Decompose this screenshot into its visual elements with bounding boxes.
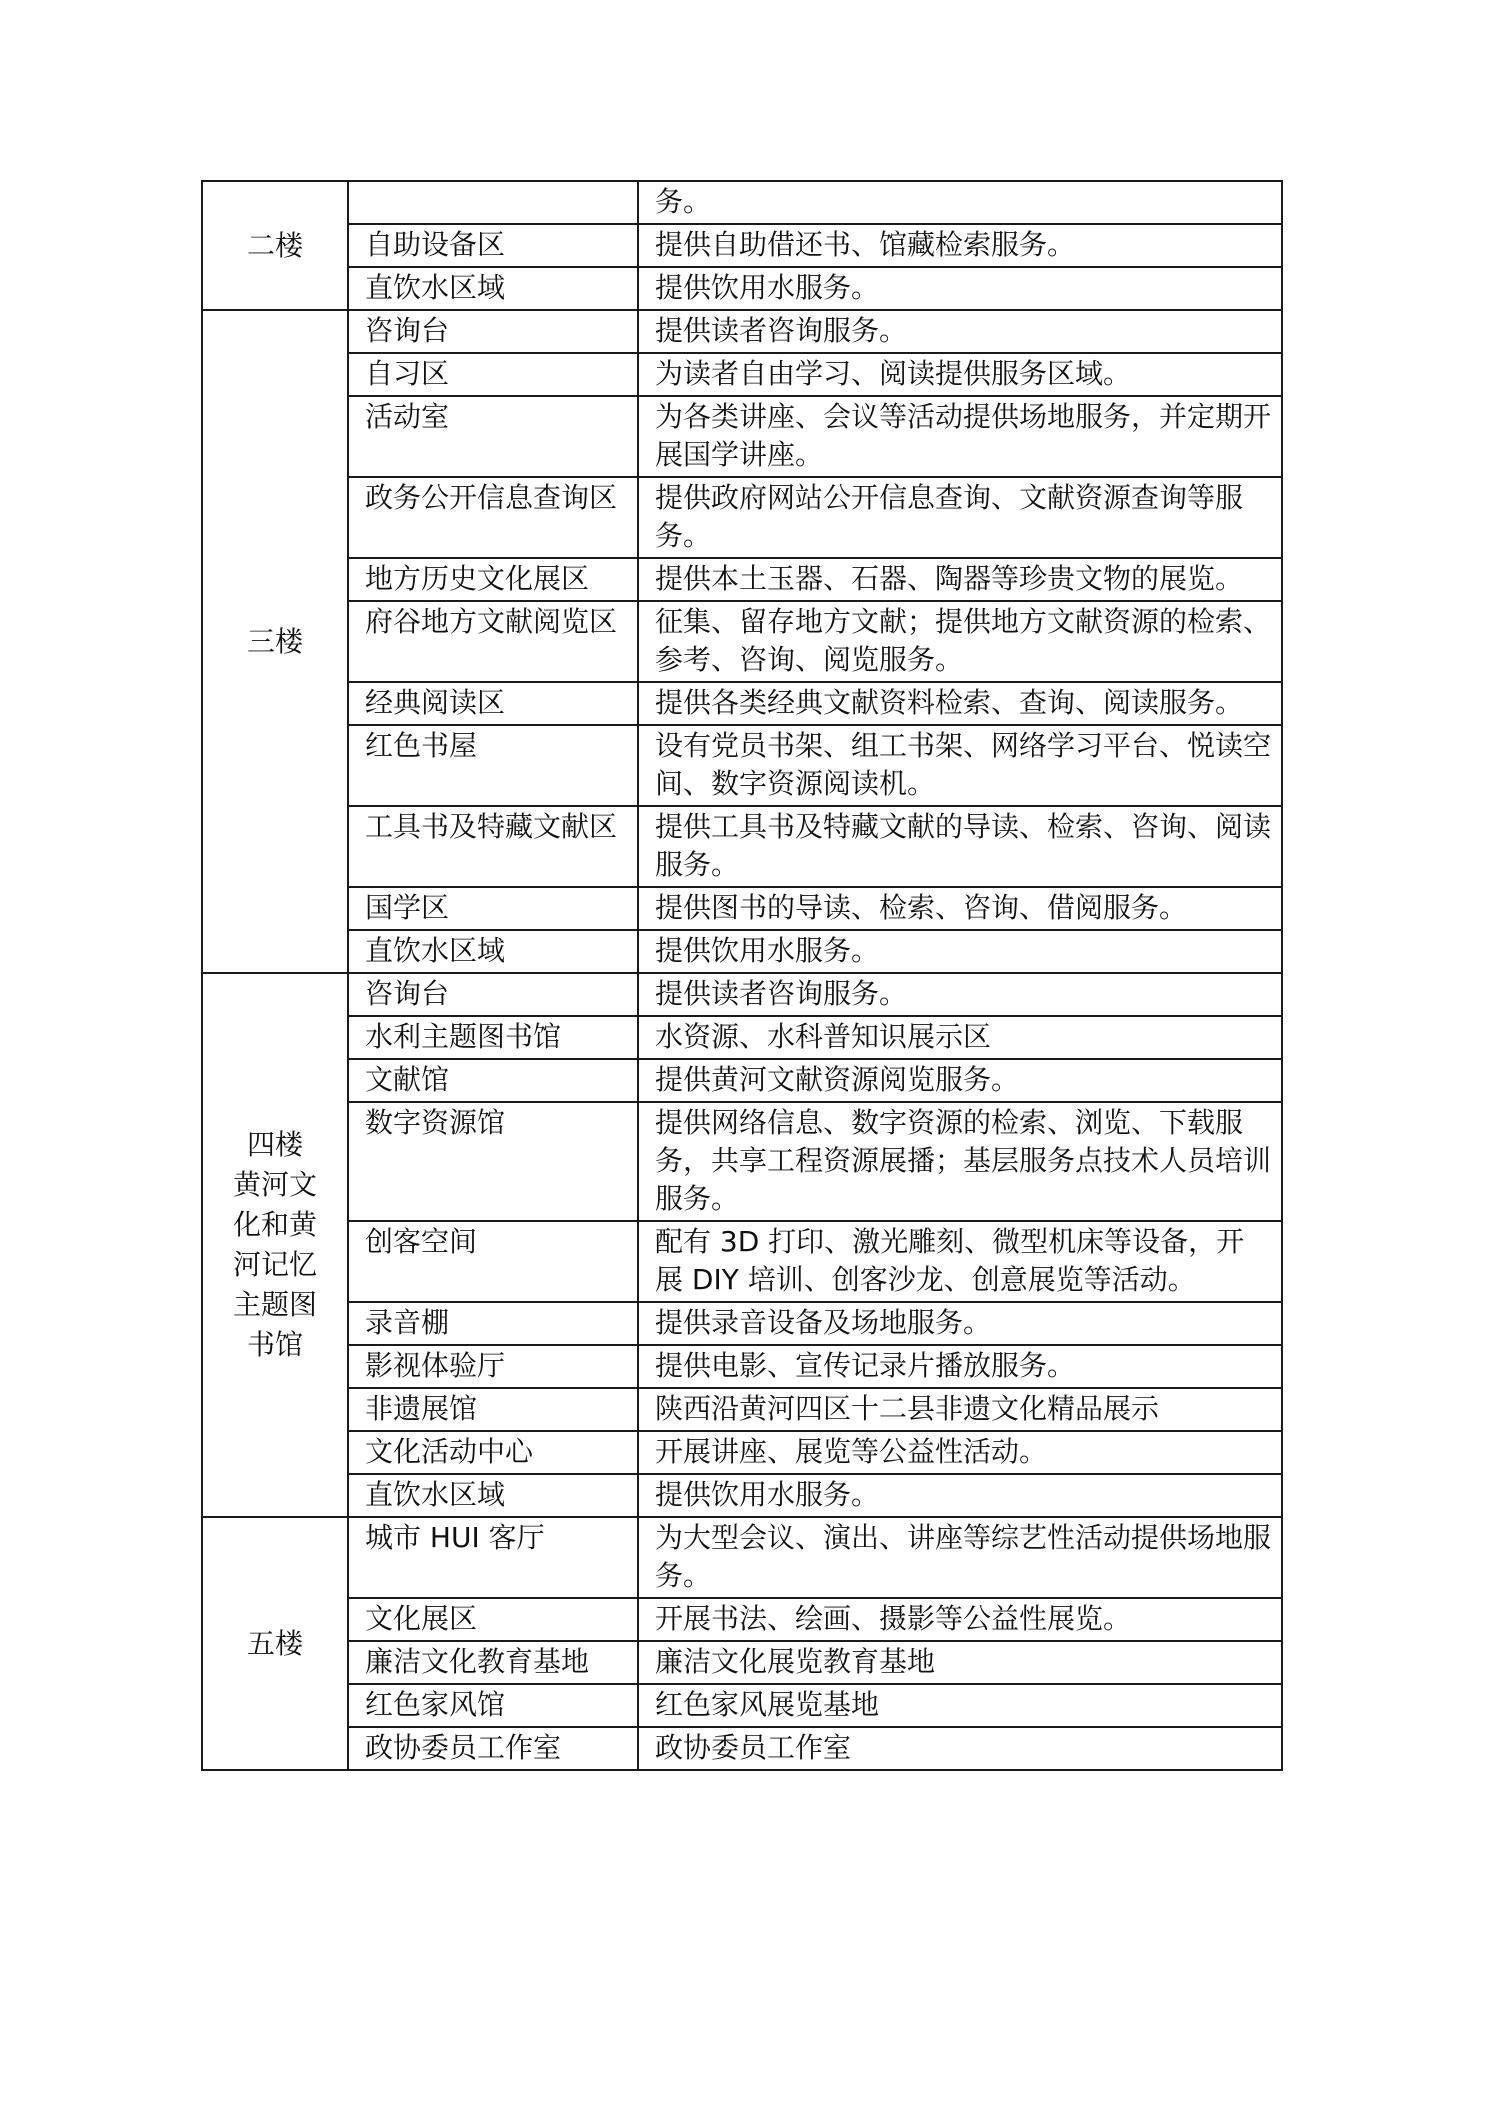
- table-row: [202, 1102, 1282, 1221]
- floor-label-line: 二楼: [246, 228, 303, 262]
- service-description-cell: 提供黄河文献资源阅览服务。: [638, 1059, 1282, 1102]
- area-name-cell: 自助设备区: [348, 224, 638, 267]
- service-description-cell: 开展讲座、展览等公益性活动。: [638, 1431, 1282, 1474]
- table-row: [202, 1345, 1282, 1388]
- service-description-cell: 提供录音设备及场地服务。: [638, 1302, 1282, 1345]
- service-description-cell: 为读者自由学习、阅读提供服务区域。: [638, 353, 1282, 396]
- table-row: [202, 725, 1282, 806]
- floor-label-line: 黄河文: [232, 1168, 317, 1201]
- service-description-cell: 配有 3D 打印、激光雕刻、微型机床等设备，开展 DIY 培训、创客沙龙、创意展览等活动。: [638, 1221, 1282, 1302]
- floor-label-line: 书馆: [246, 1328, 303, 1361]
- service-description-cell: 设有党员书架、组工书架、网络学习平台、悦读空间、数字资源阅读机。: [638, 725, 1282, 806]
- area-name-cell: 咨询台: [348, 310, 638, 353]
- area-name-cell: 活动室: [348, 396, 638, 477]
- service-description-cell: 政协委员工作室: [638, 1727, 1282, 1770]
- area-name-cell: 影视体验厅: [348, 1345, 638, 1388]
- table-row: [202, 973, 1282, 1016]
- table-row: [202, 1302, 1282, 1345]
- floor-label-line: 五楼: [246, 1626, 303, 1660]
- service-description-cell: 开展书法、绘画、摄影等公益性展览。: [638, 1598, 1282, 1641]
- area-name-cell: 文化展区: [348, 1598, 638, 1641]
- area-name-cell: 创客空间: [348, 1221, 638, 1302]
- floor-label-line: 三楼: [246, 624, 303, 658]
- table-row: [202, 1016, 1282, 1059]
- table-row: [202, 930, 1282, 973]
- area-name-cell: 城市 HUI 客厅: [348, 1517, 638, 1598]
- service-description-cell: 红色家风展览基地: [638, 1684, 1282, 1727]
- service-description-cell: 提供网络信息、数字资源的检索、浏览、下载服务，共享工程资源展播；基层服务点技术人员培训服务。: [638, 1102, 1282, 1221]
- area-name-cell: 工具书及特藏文献区: [348, 806, 638, 887]
- table-row: [202, 601, 1282, 682]
- service-description-cell: 提供各类经典文献资料检索、查询、阅读服务。: [638, 682, 1282, 725]
- service-description-cell: 提供电影、宣传记录片播放服务。: [638, 1345, 1282, 1388]
- area-name-cell: [348, 181, 638, 224]
- table-row: [202, 267, 1282, 310]
- area-name-cell: 经典阅读区: [348, 682, 638, 725]
- service-description-cell: 提供读者咨询服务。: [638, 973, 1282, 1016]
- table-row: [202, 224, 1282, 267]
- library-floor-services-table: [201, 180, 1283, 1771]
- floor-cell: [202, 1517, 348, 1770]
- table-body: [202, 181, 1282, 1770]
- service-description-cell: 提供读者咨询服务。: [638, 310, 1282, 353]
- service-description-cell: 为各类讲座、会议等活动提供场地服务，并定期开展国学讲座。: [638, 396, 1282, 477]
- area-name-cell: 咨询台: [348, 973, 638, 1016]
- table-row: [202, 1221, 1282, 1302]
- floor-cell: [202, 310, 348, 973]
- table-row: [202, 887, 1282, 930]
- floor-label-line: 河记忆: [232, 1248, 317, 1281]
- area-name-cell: 红色家风馆: [348, 1684, 638, 1727]
- area-name-cell: 直饮水区域: [348, 267, 638, 310]
- area-name-cell: 政协委员工作室: [348, 1727, 638, 1770]
- service-description-cell: 提供政府网站公开信息查询、文献资源查询等服务。: [638, 477, 1282, 558]
- floor-cell: [202, 973, 348, 1517]
- table-row: [202, 1474, 1282, 1517]
- area-name-cell: 数字资源馆: [348, 1102, 638, 1221]
- service-description-cell: 提供饮用水服务。: [638, 1474, 1282, 1517]
- service-description-cell: 水资源、水科普知识展示区: [638, 1016, 1282, 1059]
- service-description-cell: 务。: [638, 181, 1282, 224]
- table-row: [202, 181, 1282, 224]
- table-row: [202, 1388, 1282, 1431]
- area-name-cell: 政务公开信息查询区: [348, 477, 638, 558]
- table-row: [202, 1517, 1282, 1598]
- table-row: [202, 310, 1282, 353]
- service-description-cell: 提供饮用水服务。: [638, 267, 1282, 310]
- service-description-cell: 廉洁文化展览教育基地: [638, 1641, 1282, 1684]
- service-description-cell: 提供本土玉器、石器、陶器等珍贵文物的展览。: [638, 558, 1282, 601]
- floor-label-line: 四楼: [246, 1128, 303, 1161]
- table-row: [202, 682, 1282, 725]
- area-name-cell: 自习区: [348, 353, 638, 396]
- area-name-cell: 文化活动中心: [348, 1431, 638, 1474]
- area-name-cell: 红色书屋: [348, 725, 638, 806]
- area-name-cell: 录音棚: [348, 1302, 638, 1345]
- area-name-cell: 文献馆: [348, 1059, 638, 1102]
- table-row: [202, 1727, 1282, 1770]
- table-row: [202, 1641, 1282, 1684]
- area-name-cell: 非遗展馆: [348, 1388, 638, 1431]
- service-description-cell: 提供饮用水服务。: [638, 930, 1282, 973]
- table-row: [202, 477, 1282, 558]
- area-name-cell: 国学区: [348, 887, 638, 930]
- area-name-cell: 水利主题图书馆: [348, 1016, 638, 1059]
- table-row: [202, 1431, 1282, 1474]
- table-row: [202, 396, 1282, 477]
- area-name-cell: 直饮水区域: [348, 1474, 638, 1517]
- area-name-cell: 直饮水区域: [348, 930, 638, 973]
- service-description-cell: 征集、留存地方文献；提供地方文献资源的检索、参考、咨询、阅览服务。: [638, 601, 1282, 682]
- table-row: [202, 806, 1282, 887]
- table-row: [202, 558, 1282, 601]
- service-description-cell: 提供图书的导读、检索、咨询、借阅服务。: [638, 887, 1282, 930]
- floor-cell: [202, 181, 348, 310]
- table-row: [202, 1684, 1282, 1727]
- area-name-cell: 廉洁文化教育基地: [348, 1641, 638, 1684]
- table-row: [202, 1059, 1282, 1102]
- floor-label-line: 主题图: [232, 1288, 317, 1321]
- table-row: [202, 353, 1282, 396]
- area-name-cell: 地方历史文化展区: [348, 558, 638, 601]
- service-description-cell: 为大型会议、演出、讲座等综艺性活动提供场地服务。: [638, 1517, 1282, 1598]
- table-row: [202, 1598, 1282, 1641]
- floor-label-line: 化和黄: [232, 1208, 317, 1241]
- service-description-cell: 陕西沿黄河四区十二县非遗文化精品展示: [638, 1388, 1282, 1431]
- service-description-cell: 提供自助借还书、馆藏检索服务。: [638, 224, 1282, 267]
- area-name-cell: 府谷地方文献阅览区: [348, 601, 638, 682]
- service-description-cell: 提供工具书及特藏文献的导读、检索、咨询、阅读服务。: [638, 806, 1282, 887]
